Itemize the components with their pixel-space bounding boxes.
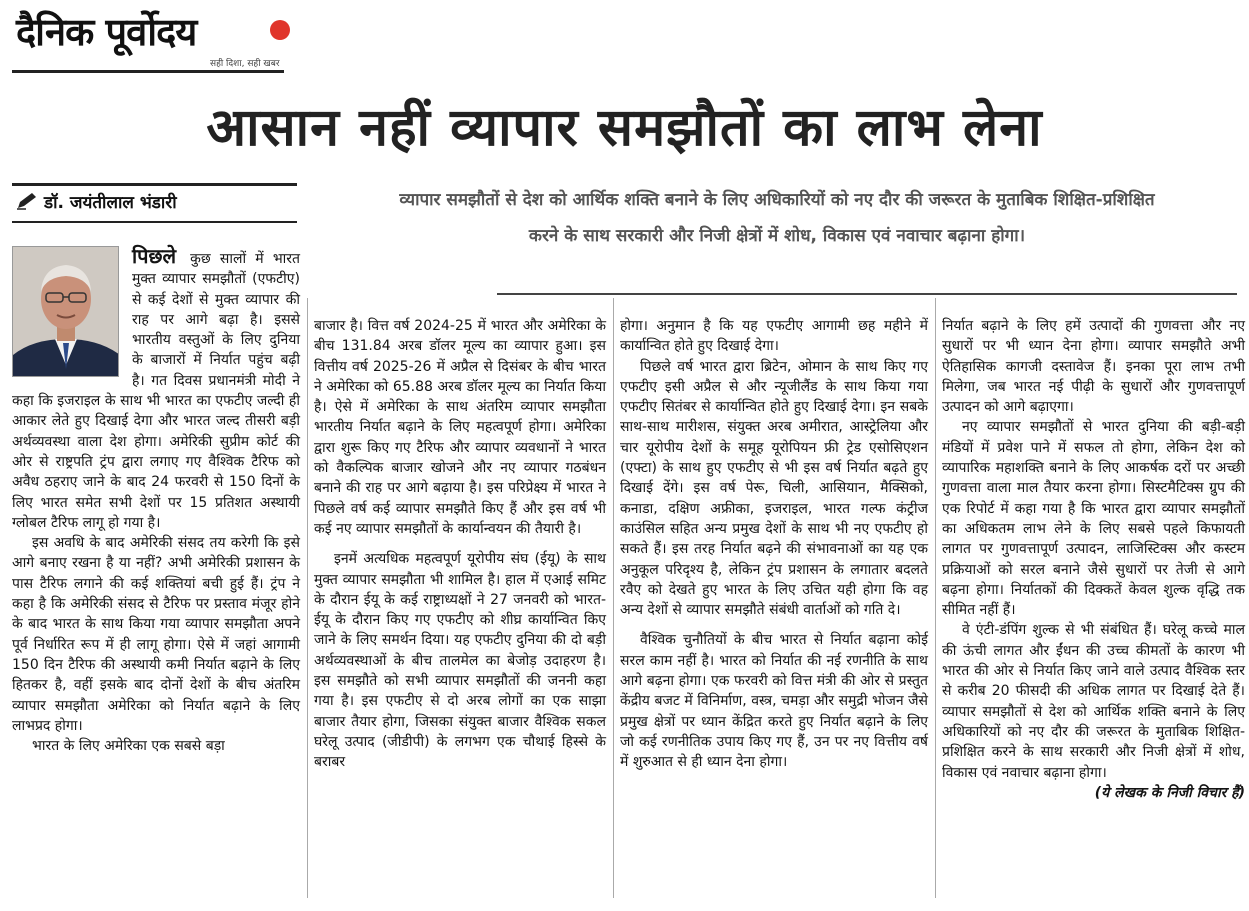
standfirst-rule: [497, 293, 1237, 295]
article-standfirst: व्यापार समझौतों से देश को आर्थिक शक्ति बनाने के लिए अधिकारियों को नए दौर की जरूरत के मुताबिक शिक्षित-प्रशिक्षित करने के साथ सरकारी और निजी क्षेत्रों में शोध, विकास एवं नवाचार बढ़ाना होगा।: [399, 190, 1155, 246]
byline-rule-bottom: [12, 221, 297, 223]
article-column-1: [12, 246, 300, 756]
article-paragraph: बाजार है। वित्त वर्ष 2024-25 में भारत और अमेरिका के बीच 131.84 अरब डॉलर मूल्य का व्यापार हुआ। इस वित्तीय वर्ष 2025-26 में अप्रैल से दिसंबर के बीच भारत ने अमेरिका को 65.88 अरब डॉलर मूल्य का निर्यात किया है। ऐसे में अमेरिका के साथ अंतरिम व्यापार समझौता भारतीय निर्यात बढ़ाने के लिए महत्वपूर्ण होगा। अमेरिका द्वारा शुरू किए गए टैरिफ और व्यापार व्यवधानों ने भारत को वैकल्पिक बाजार खोजने और नए व्यापार गठबंधन बनाने की राह पर आगे बढ़ाया है। इस परिप्रेक्ष्य में भारत ने पिछले वर्ष कई व्यापार समझौते किए हैं और इस वर्ष भी कई नए व्यापार समझौतों के कार्यान्वयन की तैयारी है।: [314, 318, 606, 537]
column-separator: [307, 298, 308, 898]
article-paragraph: भारत के लिए अमेरिका एक सबसे बड़ा: [32, 738, 225, 755]
masthead-rule: [12, 70, 284, 73]
article-paragraph: होगा। अनुमान है कि यह एफटीए आगामी छह महीने में कार्यान्वित होते हुए दिखाई देगा।: [620, 318, 928, 355]
article-paragraph: इस अवधि के बाद अमेरिकी संसद तय करेगी कि इसे आगे बनाए रखना है या नहीं? अभी अमेरिकी प्रशासन के पास टैरिफ लगाने की कई शक्तियां बची हुई हैं। ट्रंप ने कहा है कि अमेरिकी संसद से टैरिफ पर प्रस्ताव मंजूर होने के बाद भारत के साथ किया गया व्यापार समझौता अपने पूर्व निर्धारित रूप में ही लागू होगा। ऐसे में जहां आगामी 150 दिन टैरिफ की अस्थायी कमी निर्यात बढ़ाने के लिए हितकर है, वहीं इसके बाद दोनों देशों के बीच अंतरिम व्यापार समझौता अमेरिका को निर्यात बढ़ाने के लिए लाभप्रद होगा।: [12, 535, 300, 734]
paragraph-text: कुछ सालों में भारत मुक्त व्यापार समझौतों (एफटीए) से कई देशों से मुक्त व्यापार की राह पर आगे बढ़ा है। इससे भारतीय वस्तुओं के लिए दुनिया के बाजारों में निर्यात पहुंच बढ़ी है। गत दिवस प्रधानमंत्री मोदी ने कहा कि इजराइल के साथ भी भारत का एफटीए जल्दी ही आकार लेते हुए दिखाई देगा और भारत जल्द तीसरी बड़ी अर्थव्यवस्था वाला देश होगा। अमेरिकी सुप्रीम कोर्ट की ओर से राष्ट्रपति ट्रंप द्वारा लगाए गए वैश्विक टैरिफ को अवैध ठहराए जाने के बाद 24 फरवरी से 150 दिनों के लिए भारत समेत सभी देशों पर 15 प्रतिशत अस्थायी ग्लोबल टैरिफ लागू हो गया है।: [12, 251, 300, 531]
article-headline: आसान नहीं व्यापार समझौतों का लाभ लेना: [206, 98, 1043, 158]
article-column-4: [942, 316, 1245, 803]
author-disclaimer: (ये लेखक के निजी विचार हैं): [1094, 784, 1245, 801]
article-column-2: [314, 316, 606, 773]
masthead-tagline: सही दिशा, सही खबर: [210, 59, 280, 69]
portrait-wrap: [12, 246, 132, 378]
masthead-name: दैनिक पूर्वोदय: [16, 10, 197, 54]
pen-icon: [16, 192, 38, 210]
article-paragraph: निर्यात बढ़ाने के लिए हमें उत्पादों की गुणवत्ता और नए सुधारों पर भी ध्यान देना होगा। व्यापार समझौते अभी ऐतिहासिक कागजी दस्तावेज हैं। इनका पूरा लाभ तभी मिलेगा, जब भारत नई पीढ़ी के सुधारों और गुणवत्तापूर्ण उत्पादन को आगे बढ़ाएगा।: [942, 318, 1245, 416]
masthead-logo: [12, 8, 284, 72]
article-column-3: [620, 316, 928, 773]
article-paragraph: पिछले वर्ष भारत द्वारा ब्रिटेन, ओमान के साथ किए गए एफटीए इसी अप्रैल से और न्यूजीलैंड के साथ किया गया एफटीए सितंबर से कार्यान्वित होते हुए दिखाई देगा। इन सबके साथ-साथ मारीशस, संयुक्त अरब अमीरात, आस्ट्रेलिया और चार यूरोपीय देशों के समूह यूरोपियन फ्री ट्रेड एसोसिएशन (एफ्टा) के साथ हुए एफटीए से भी इस वर्ष निर्यात बढ़ते हुए दिखाई देंगे। इस वर्ष पेरू, चिली, आसियान, मैक्सिको, कनाडा, दक्षिण अफ्रीका, इजराइल, भारत गल्फ कंट्रीज काउंसिल सहित अन्य प्रमुख देशों के साथ भी नए एफटीए हो सकते हैं। इस तरह निर्यात बढ़ने की संभावनाओं का यह एक अनुकूल परिदृश्य है, लेकिन ट्रंप प्रशासन के लगातार बदलते रवैए को देखते हुए भारत के लिए उचित यही होगा कि वह अन्य देशों से व्यापार समझौते संबंधी वार्ताओं को गति दे।: [620, 358, 928, 619]
article-paragraph: वे एंटी-डंपिंग शुल्क से भी संबंधित हैं। घरेलू कच्चे माल की ऊंची लागत और ईंधन की उच्च कीमतों के कारण भी भारत की ओर से निर्यात किए जाने वाले उत्पाद वैश्विक स्तर से करीब 20 फीसदी की अधिक लागत पर दिखाई देते हैं। व्यापार समझौतों से देश को आर्थिक शक्ति बनाने के लिए अधिकारियों को नए दौर की जरूरत के मुताबिक शिक्षित-प्रशिक्षित करने के साथ सरकारी और निजी क्षेत्रों में शोध, विकास एवं नवाचार बढ़ाना होगा।: [942, 622, 1245, 781]
masthead-dot-icon: [270, 20, 290, 40]
author-byline: डॉ. जयंतीलाल भंडारी: [44, 193, 177, 213]
article-paragraph: नए व्यापार समझौतों से भारत दुनिया की बड़ी-बड़ी मंडियों में प्रवेश पाने में सफल तो होगा, लेकिन देश को व्यापारिक महाशक्ति बनाने के लिए आकर्षक दरों पर अच्छी गुणवत्ता वाला माल तैयार करना होगा। सिस्टमैटिक्स ग्रुप की एक रिपोर्ट में कहा गया है कि भारत द्वारा व्यापार समझौतों का अधिकतम लाभ लेने के लिए सबसे पहले किफायती लागत पर गुणवत्तापूर्ण उत्पादन, लाजिस्टिक्स और कस्टम प्रक्रियाओं को सरल बनाने जैसे सुधारों पर तेजी से आगे बढ़ना होगा। निर्यातकों की दिक्कतें केवल शुल्क वृद्धि तक सीमित नहीं हैं।: [942, 419, 1245, 619]
article-paragraph: वैश्विक चुनौतियों के बीच भारत से निर्यात बढ़ाना कोई सरल काम नहीं है। भारत को निर्यात की नई रणनीति के साथ आगे बढ़ना होगा। एक फरवरी को वित्त मंत्री की ओर से प्रस्तुत केंद्रीय बजट में विनिर्माण, वस्त्र, चमड़ा और समुद्री भोजन जैसे प्रमुख क्षेत्रों पर ध्यान केंद्रित करते हुए निर्यात बढ़ाने के लिए जो कई रणनीतिक उपाय किए गए हैं, उन पर नए वित्तीय वर्ष में शुरुआत से ही ध्यान देना होगा।: [620, 632, 928, 771]
dropword: पिछले: [132, 244, 177, 268]
article-paragraph: इनमें अत्यधिक महत्वपूर्ण यूरोपीय संघ (ईयू) के साथ मुक्त व्यापार समझौता भी शामिल है। हाल में एआई समिट के दौरान ईयू के कई राष्ट्राध्यक्षों ने 27 जनवरी को भारत-ईयू के दौरान किए गए एफटीए को शीघ्र कार्यान्वित किए जाने के लिए समर्थन दिया। यह एफटीए दुनिया की दो बड़ी अर्थव्यवस्थाओं के बीच तालमेल का बेजोड़ उदाहरण है। इस समझौते को सभी व्यापार समझौतों की जननी कहा गया है। इस एफटीए से दो अरब लोगों का एक साझा बाजार तैयार होगा, जिसका संयुक्त बाजार वैश्विक सकल घरेलू उत्पाद (जीडीपी) के लगभग एक चौथाई हिस्से के बराबर: [314, 551, 606, 771]
byline-rule-top: [12, 183, 297, 186]
column-separator: [935, 298, 936, 898]
column-separator: [613, 298, 614, 898]
